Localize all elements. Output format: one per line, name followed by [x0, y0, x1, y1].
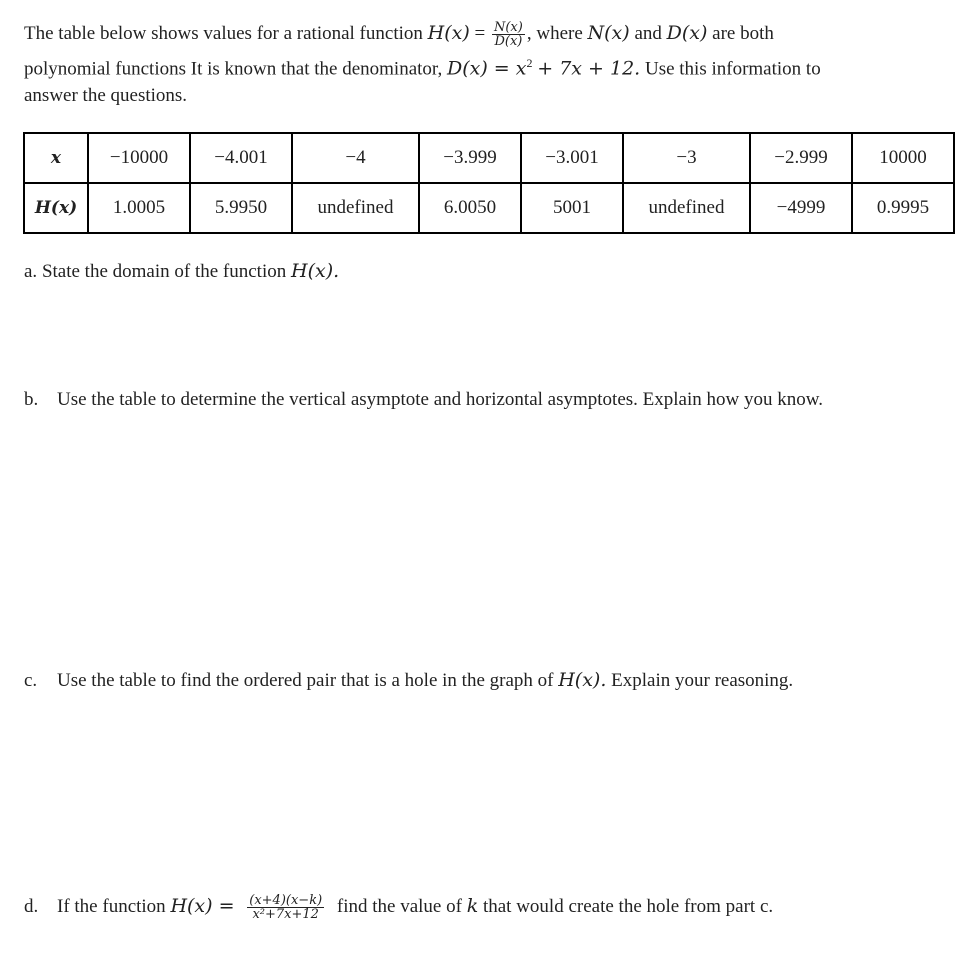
question-text: Use the table to find the ordered pair that is a hole in the graph of [57, 670, 554, 691]
question-label: c. [24, 670, 38, 691]
denominator-name: D(x) [666, 22, 708, 44]
function-name: H(x) = [170, 895, 235, 917]
question-label: b. [24, 389, 39, 410]
fraction-n-over-d [492, 21, 525, 49]
question-b [24, 387, 924, 413]
row-label-x: x [24, 133, 88, 183]
question-label: d. [24, 896, 39, 917]
intro-text: and [634, 23, 662, 44]
table-cell: −2.999 [750, 133, 852, 183]
denominator-equation: D(x) = x [446, 57, 527, 80]
intro-text: answer the questions. [24, 85, 188, 107]
question-text: If the function [57, 896, 166, 917]
question-text: find the value of [336, 896, 462, 917]
intro-text: , where [526, 23, 583, 44]
exponent: 2 [526, 56, 533, 70]
intro-line-3 [24, 82, 949, 109]
row-label-h: H(x) [24, 183, 88, 233]
table-cell: −4999 [750, 183, 852, 233]
denominator-equation-rest: + 7x + 12. [537, 57, 641, 80]
intro-text: Use this information to [644, 58, 821, 80]
table-cell: 1.0005 [88, 183, 190, 233]
function-name: H(x). [291, 260, 340, 282]
fraction-h-of-x [247, 894, 324, 922]
table-cell: −3.999 [419, 133, 521, 183]
intro-line-2 [24, 50, 949, 82]
question-text: Explain your reasoning. [611, 670, 794, 691]
equals-sign: = [474, 23, 486, 44]
function-name: H(x) [427, 22, 470, 44]
fraction-numerator: (x+4)(x−k) [249, 892, 323, 908]
intro-paragraph [24, 18, 949, 109]
table-row-x [24, 133, 954, 183]
table-cell: −10000 [88, 133, 190, 183]
table-cell: 6.0050 [419, 183, 521, 233]
variable-k: k [466, 895, 479, 917]
question-text: that would create the hole from part c. [482, 896, 774, 917]
table-cell: −3 [623, 133, 750, 183]
question-a [24, 258, 339, 285]
fraction-denominator: D(x) [494, 34, 523, 50]
question-text: Use the table to determine the vertical asymptote and horizontal asymptotes. Explain how you know. [57, 389, 823, 410]
question-text: State the domain of the function [41, 261, 287, 282]
intro-text: are both [712, 23, 774, 44]
question-d [24, 893, 949, 922]
table-cell: 5.9950 [190, 183, 292, 233]
function-name: H(x). [558, 669, 607, 691]
table-cell: undefined [623, 183, 750, 233]
table-cell: undefined [292, 183, 419, 233]
question-label: a. [24, 261, 38, 282]
table-cell: −3.001 [521, 133, 623, 183]
question-c [24, 667, 949, 694]
intro-text: polynomial functions It is known that the denominator, [24, 58, 443, 80]
table-cell: −4.001 [190, 133, 292, 183]
numerator-name: N(x) [587, 22, 630, 44]
intro-text: The table below shows values for a rational function [24, 23, 423, 44]
fraction-denominator: x²+7x+12 [252, 907, 319, 923]
intro-line-1 [24, 18, 949, 50]
table-cell: 10000 [852, 133, 954, 183]
values-table [23, 132, 955, 234]
table-row-h [24, 183, 954, 233]
table-cell: 0.9995 [852, 183, 954, 233]
table-cell: 5001 [521, 183, 623, 233]
fraction-numerator: N(x) [493, 19, 523, 35]
table-cell: −4 [292, 133, 419, 183]
